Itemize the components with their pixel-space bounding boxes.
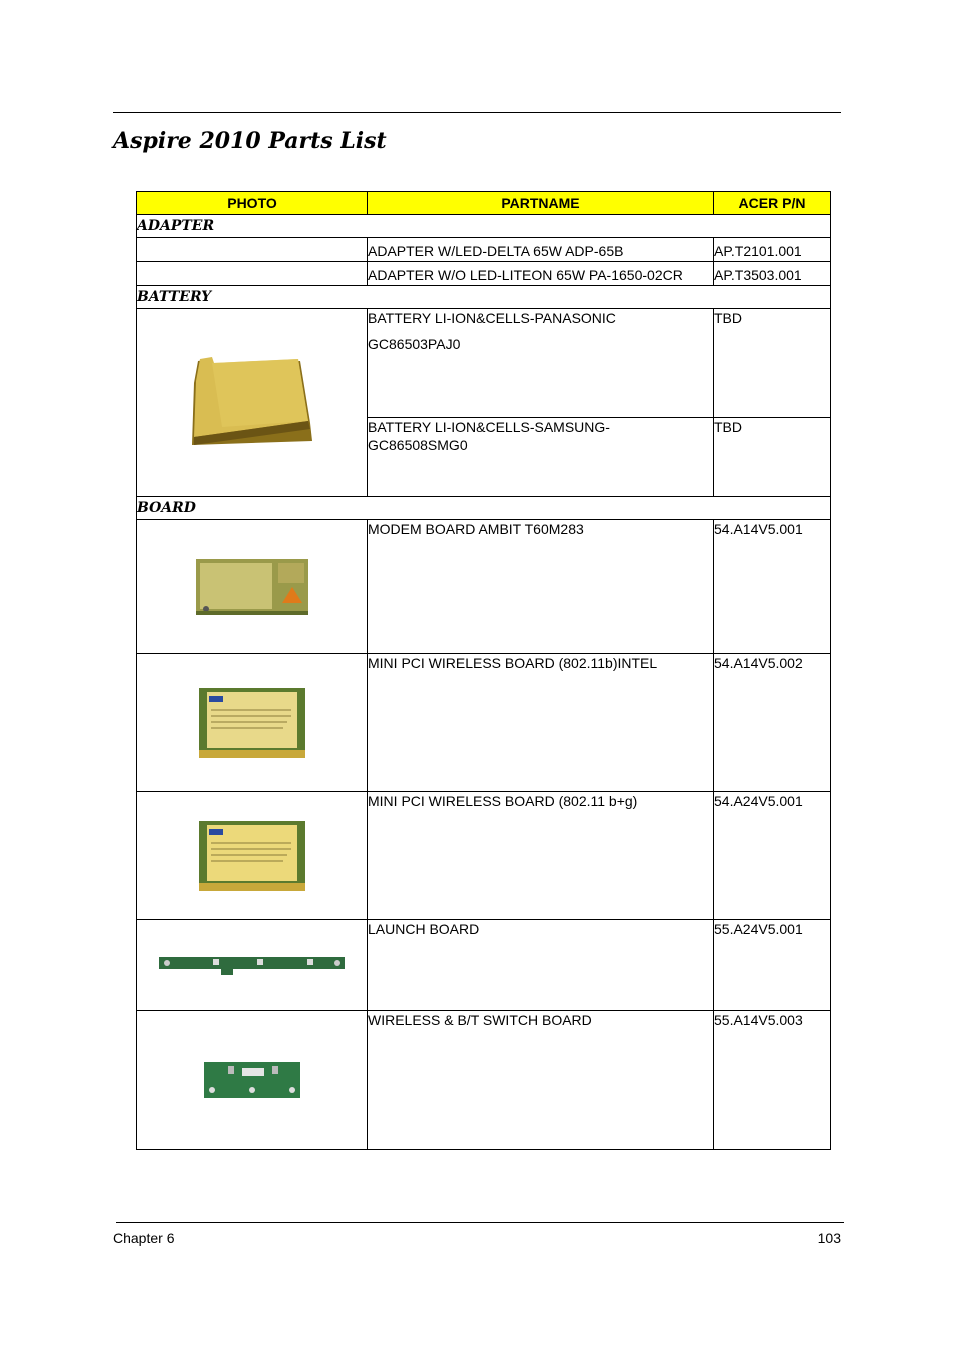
section-label: BOARD bbox=[137, 497, 831, 520]
table-row bbox=[137, 520, 831, 654]
part-number: TBD bbox=[714, 418, 831, 497]
part-number: 55.A14V5.003 bbox=[714, 1011, 831, 1150]
part-name bbox=[368, 309, 714, 418]
header-partname: PARTNAME bbox=[368, 192, 714, 215]
part-number: 54.A14V5.001 bbox=[714, 520, 831, 654]
section-label: ADAPTER bbox=[137, 215, 831, 238]
part-number: AP.T2101.001 bbox=[714, 238, 831, 262]
footer-page-number: 103 bbox=[817, 1230, 841, 1246]
table-row bbox=[137, 262, 831, 286]
modem-board-image bbox=[192, 555, 312, 619]
photo-cell bbox=[137, 262, 368, 286]
header-pn: ACER P/N bbox=[714, 192, 831, 215]
table-row bbox=[137, 792, 831, 920]
section-label: BATTERY bbox=[137, 286, 831, 309]
section-adapter bbox=[137, 215, 831, 238]
wireless-board-b-image bbox=[197, 686, 307, 760]
switch-board-image bbox=[202, 1060, 302, 1100]
part-number: TBD bbox=[714, 309, 831, 418]
part-name: MINI PCI WIRELESS BOARD (802.11b)INTEL bbox=[368, 654, 714, 792]
section-battery bbox=[137, 286, 831, 309]
part-name: LAUNCH BOARD bbox=[368, 920, 714, 1011]
part-name: MINI PCI WIRELESS BOARD (802.11 b+g) bbox=[368, 792, 714, 920]
part-name: WIRELESS & B/T SWITCH BOARD bbox=[368, 1011, 714, 1150]
part-name-line2: GC86508SMG0 bbox=[368, 437, 468, 453]
table-header-row bbox=[137, 192, 831, 215]
table-row bbox=[137, 920, 831, 1011]
wireless-board-b-photo bbox=[137, 654, 368, 792]
part-number: AP.T3503.001 bbox=[714, 262, 831, 286]
section-board bbox=[137, 497, 831, 520]
bottom-rule bbox=[116, 1222, 844, 1223]
part-name: MODEM BOARD AMBIT T60M283 bbox=[368, 520, 714, 654]
part-name: ADAPTER W/O LED-LITEON 65W PA-1650-02CR bbox=[368, 262, 714, 286]
part-name bbox=[368, 418, 714, 497]
part-name-line1: BATTERY LI-ION&CELLS-PANASONIC bbox=[368, 310, 616, 326]
footer-chapter: Chapter 6 bbox=[113, 1230, 175, 1246]
part-name-line2: GC86503PAJ0 bbox=[368, 336, 461, 352]
modem-board-photo bbox=[137, 520, 368, 654]
switch-board-photo bbox=[137, 1011, 368, 1150]
battery-image bbox=[182, 353, 322, 453]
wireless-board-bg-image bbox=[197, 819, 307, 893]
part-number: 54.A24V5.001 bbox=[714, 792, 831, 920]
photo-cell bbox=[137, 238, 368, 262]
parts-table bbox=[136, 191, 831, 1150]
top-rule bbox=[113, 112, 841, 113]
part-number: 54.A14V5.002 bbox=[714, 654, 831, 792]
part-name-line1: BATTERY LI-ION&CELLS-SAMSUNG- bbox=[368, 419, 610, 435]
part-name: ADAPTER W/LED-DELTA 65W ADP-65B bbox=[368, 238, 714, 262]
table-row bbox=[137, 238, 831, 262]
table-row bbox=[137, 654, 831, 792]
table-row bbox=[137, 1011, 831, 1150]
launch-board-photo bbox=[137, 920, 368, 1011]
header-photo: PHOTO bbox=[137, 192, 368, 215]
table-row bbox=[137, 309, 831, 418]
wireless-board-bg-photo bbox=[137, 792, 368, 920]
launch-board-image bbox=[157, 953, 347, 977]
part-number: 55.A24V5.001 bbox=[714, 920, 831, 1011]
battery-photo bbox=[137, 309, 368, 497]
page-title: Aspire 2010 Parts List bbox=[113, 128, 387, 154]
